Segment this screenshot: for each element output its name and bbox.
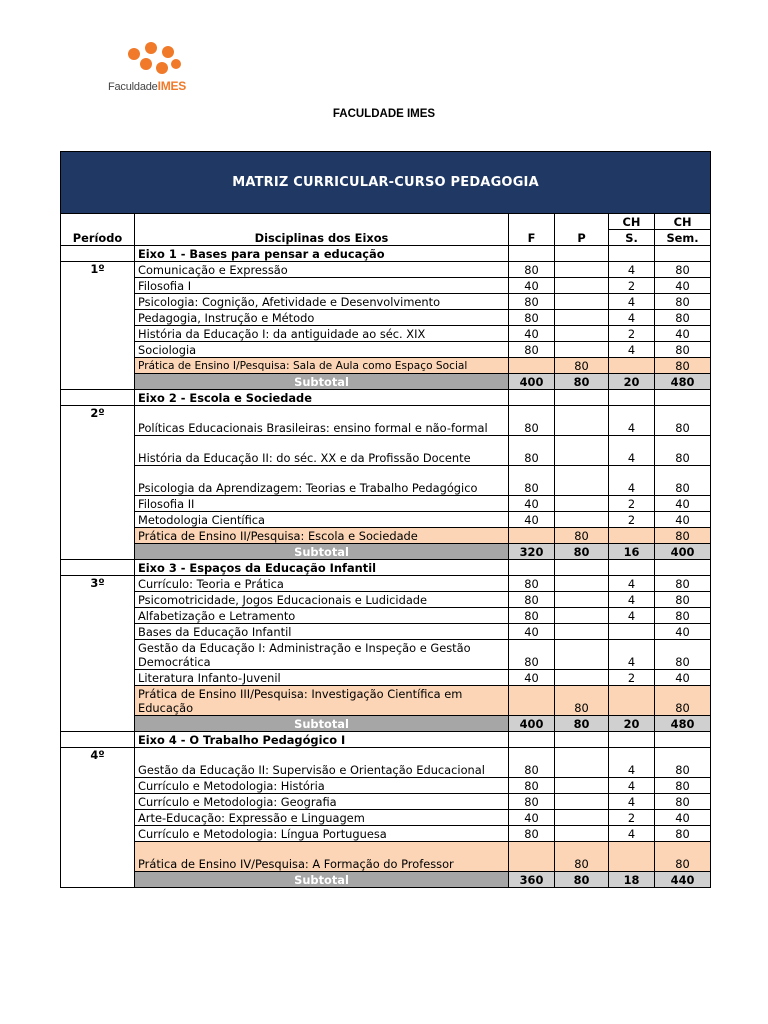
value-ch-sem: 40 <box>655 670 711 686</box>
table-row <box>61 326 711 342</box>
value-f: 40 <box>509 512 555 528</box>
value-f: 80 <box>509 436 555 466</box>
pratica-name: Prática de Ensino III/Pesquisa: Investigação Científica em Educação <box>135 686 509 716</box>
pratica-ch-s <box>609 358 655 374</box>
value-ch-s: 2 <box>609 512 655 528</box>
subtotal-f: 400 <box>509 374 555 390</box>
discipline-name: Arte-Educação: Expressão e Linguagem <box>135 810 509 826</box>
pratica-ch-s <box>609 842 655 872</box>
discipline-name: Gestão da Educação II: Supervisão e Orientação Educacional <box>135 748 509 778</box>
value-f: 80 <box>509 640 555 670</box>
value-ch-s: 4 <box>609 310 655 326</box>
discipline-name: História da Educação I: da antiguidade ao séc. XIX <box>135 326 509 342</box>
eixo-title: Eixo 1 - Bases para pensar a educação <box>135 246 509 262</box>
value-p <box>555 826 609 842</box>
value-ch-s: 4 <box>609 592 655 608</box>
table-row <box>61 810 711 826</box>
subtotal-p: 80 <box>555 716 609 732</box>
pratica-p: 80 <box>555 528 609 544</box>
value-ch-sem: 40 <box>655 278 711 294</box>
value-ch-s: 4 <box>609 436 655 466</box>
pratica-f <box>509 686 555 716</box>
value-p <box>555 294 609 310</box>
value-f: 80 <box>509 608 555 624</box>
table-row <box>61 748 711 778</box>
discipline-name: Pedagogia, Instrução e Método <box>135 310 509 326</box>
subtotal-row <box>61 716 711 732</box>
value-ch-sem: 40 <box>655 512 711 528</box>
subtotal-ch-sem: 480 <box>655 716 711 732</box>
subtotal-label: Subtotal <box>135 544 509 560</box>
value-ch-s: 4 <box>609 826 655 842</box>
value-ch-s: 2 <box>609 810 655 826</box>
eixo-empty-cell <box>655 246 711 262</box>
period-blank-cell <box>61 246 135 262</box>
header-disciplinas: Disciplinas dos Eixos <box>135 214 509 246</box>
pratica-row <box>61 528 711 544</box>
value-ch-sem: 80 <box>655 262 711 278</box>
value-p <box>555 576 609 592</box>
value-p <box>555 496 609 512</box>
value-ch-s: 2 <box>609 278 655 294</box>
header-ch-s-sub: S. <box>609 230 655 246</box>
value-p <box>555 748 609 778</box>
table-row <box>61 826 711 842</box>
value-ch-s: 4 <box>609 466 655 496</box>
value-ch-sem: 80 <box>655 466 711 496</box>
value-ch-sem: 80 <box>655 794 711 810</box>
subtotal-p: 80 <box>555 872 609 888</box>
value-ch-s: 4 <box>609 608 655 624</box>
eixo-row <box>61 560 711 576</box>
table-row <box>61 640 711 670</box>
table-header-row <box>61 214 711 230</box>
header-p: P <box>555 214 609 246</box>
document-title: FACULDADE IMES <box>332 108 436 120</box>
value-ch-s: 4 <box>609 262 655 278</box>
value-p <box>555 326 609 342</box>
value-p <box>555 810 609 826</box>
value-ch-s: 4 <box>609 778 655 794</box>
pratica-row <box>61 358 711 374</box>
subtotal-label: Subtotal <box>135 374 509 390</box>
value-f: 80 <box>509 592 555 608</box>
table-row <box>61 436 711 466</box>
pratica-ch-sem: 80 <box>655 358 711 374</box>
curriculum-matrix-table <box>60 151 711 888</box>
value-p <box>555 608 609 624</box>
eixo-empty-cell <box>555 732 609 748</box>
value-ch-s: 4 <box>609 794 655 810</box>
value-ch-sem: 80 <box>655 342 711 358</box>
pratica-p: 80 <box>555 358 609 374</box>
eixo-row <box>61 390 711 406</box>
discipline-name: Políticas Educacionais Brasileiras: ensino formal e não-formal <box>135 406 509 436</box>
value-f: 80 <box>509 748 555 778</box>
discipline-name: Comunicação e Expressão <box>135 262 509 278</box>
value-ch-sem: 40 <box>655 496 711 512</box>
pratica-p: 80 <box>555 842 609 872</box>
value-f: 80 <box>509 466 555 496</box>
table-row <box>61 576 711 592</box>
eixo-empty-cell <box>555 560 609 576</box>
table-row <box>61 592 711 608</box>
pratica-name: Prática de Ensino I/Pesquisa: Sala de Aula como Espaço Social <box>135 358 509 374</box>
table-row <box>61 778 711 794</box>
value-f: 40 <box>509 624 555 640</box>
table-banner: MATRIZ CURRICULAR-CURSO PEDAGOGIA <box>61 152 711 214</box>
pratica-ch-sem: 80 <box>655 528 711 544</box>
value-p <box>555 592 609 608</box>
table-row <box>61 262 711 278</box>
value-ch-s: 2 <box>609 670 655 686</box>
value-p <box>555 512 609 528</box>
eixo-empty-cell <box>509 246 555 262</box>
pratica-p: 80 <box>555 686 609 716</box>
value-p <box>555 436 609 466</box>
value-f: 80 <box>509 342 555 358</box>
discipline-name: Filosofia II <box>135 496 509 512</box>
eixo-title: Eixo 2 - Escola e Sociedade <box>135 390 509 406</box>
value-f: 80 <box>509 310 555 326</box>
value-ch-sem: 80 <box>655 406 711 436</box>
table-row <box>61 466 711 496</box>
subtotal-ch-sem: 480 <box>655 374 711 390</box>
header-f: F <box>509 214 555 246</box>
period-blank-cell <box>61 390 135 406</box>
header-ch-sem: CH <box>655 214 711 230</box>
period-blank-cell <box>61 732 135 748</box>
value-f: 80 <box>509 406 555 436</box>
subtotal-row <box>61 872 711 888</box>
period-blank-cell <box>61 560 135 576</box>
discipline-name: Currículo e Metodologia: História <box>135 778 509 794</box>
value-ch-sem: 80 <box>655 826 711 842</box>
value-f: 40 <box>509 670 555 686</box>
value-p <box>555 670 609 686</box>
subtotal-f: 360 <box>509 872 555 888</box>
value-p <box>555 466 609 496</box>
discipline-name: Currículo e Metodologia: Língua Portuguesa <box>135 826 509 842</box>
table-row <box>61 310 711 326</box>
subtotal-label: Subtotal <box>135 716 509 732</box>
value-f: 40 <box>509 326 555 342</box>
table-row <box>61 670 711 686</box>
table-row <box>61 294 711 310</box>
value-ch-sem: 80 <box>655 310 711 326</box>
eixo-empty-cell <box>609 560 655 576</box>
discipline-name: Bases da Educação Infantil <box>135 624 509 640</box>
eixo-title: Eixo 3 - Espaços da Educação Infantil <box>135 560 509 576</box>
table-row <box>61 406 711 436</box>
eixo-empty-cell <box>655 390 711 406</box>
value-f: 40 <box>509 496 555 512</box>
table-row <box>61 608 711 624</box>
subtotal-row <box>61 544 711 560</box>
value-ch-sem: 80 <box>655 576 711 592</box>
value-p <box>555 262 609 278</box>
value-ch-sem: 80 <box>655 608 711 624</box>
subtotal-label: Subtotal <box>135 872 509 888</box>
discipline-name: Gestão da Educação I: Administração e Inspeção e Gestão Democrática <box>135 640 509 670</box>
table-row <box>61 342 711 358</box>
subtotal-ch-s: 20 <box>609 716 655 732</box>
pratica-name: Prática de Ensino IV/Pesquisa: A Formação do Professor <box>135 842 509 872</box>
value-p <box>555 794 609 810</box>
table-row <box>61 794 711 810</box>
subtotal-f: 400 <box>509 716 555 732</box>
eixo-row <box>61 732 711 748</box>
discipline-name: Metodologia Científica <box>135 512 509 528</box>
value-f: 80 <box>509 778 555 794</box>
discipline-name: Psicomotricidade, Jogos Educacionais e Ludicidade <box>135 592 509 608</box>
value-ch-sem: 40 <box>655 326 711 342</box>
header-periodo: Período <box>61 214 135 246</box>
header-ch-sem-sub: Sem. <box>655 230 711 246</box>
discipline-name: Alfabetização e Letramento <box>135 608 509 624</box>
value-f: 40 <box>509 278 555 294</box>
value-p <box>555 640 609 670</box>
value-p <box>555 778 609 794</box>
value-p <box>555 310 609 326</box>
period-label: 4º <box>61 748 135 888</box>
table-row <box>61 624 711 640</box>
value-ch-sem: 80 <box>655 778 711 794</box>
faculdade-imes-logo <box>108 42 200 94</box>
value-ch-sem: 80 <box>655 640 711 670</box>
value-f: 80 <box>509 826 555 842</box>
value-p <box>555 278 609 294</box>
value-ch-s: 4 <box>609 640 655 670</box>
subtotal-ch-sem: 440 <box>655 872 711 888</box>
value-ch-sem: 40 <box>655 624 711 640</box>
eixo-empty-cell <box>655 732 711 748</box>
pratica-ch-sem: 80 <box>655 842 711 872</box>
subtotal-ch-s: 16 <box>609 544 655 560</box>
pratica-row <box>61 842 711 872</box>
discipline-name: História da Educação II: do séc. XX e da Profissão Docente <box>135 436 509 466</box>
value-ch-s: 2 <box>609 326 655 342</box>
subtotal-ch-s: 20 <box>609 374 655 390</box>
discipline-name: Currículo: Teoria e Prática <box>135 576 509 592</box>
period-label: 1º <box>61 262 135 390</box>
pratica-name: Prática de Ensino II/Pesquisa: Escola e Sociedade <box>135 528 509 544</box>
value-f: 80 <box>509 576 555 592</box>
pratica-f <box>509 528 555 544</box>
value-f: 80 <box>509 262 555 278</box>
pratica-ch-s <box>609 528 655 544</box>
eixo-empty-cell <box>555 390 609 406</box>
pratica-row <box>61 686 711 716</box>
logo-text: FaculdadeIMES <box>108 79 187 93</box>
eixo-empty-cell <box>655 560 711 576</box>
value-ch-s: 4 <box>609 576 655 592</box>
value-ch-s: 4 <box>609 406 655 436</box>
table-row <box>61 512 711 528</box>
eixo-empty-cell <box>609 732 655 748</box>
pratica-ch-sem: 80 <box>655 686 711 716</box>
pratica-ch-s <box>609 686 655 716</box>
table-row <box>61 278 711 294</box>
value-ch-s: 2 <box>609 496 655 512</box>
pratica-f <box>509 358 555 374</box>
value-f: 40 <box>509 810 555 826</box>
eixo-row <box>61 246 711 262</box>
eixo-empty-cell <box>555 246 609 262</box>
eixo-empty-cell <box>509 390 555 406</box>
value-ch-sem: 80 <box>655 592 711 608</box>
value-ch-sem: 40 <box>655 810 711 826</box>
value-ch-sem: 80 <box>655 436 711 466</box>
value-p <box>555 342 609 358</box>
table-row <box>61 496 711 512</box>
header-ch-s: CH <box>609 214 655 230</box>
subtotal-row <box>61 374 711 390</box>
eixo-title: Eixo 4 - O Trabalho Pedagógico I <box>135 732 509 748</box>
period-label: 3º <box>61 576 135 732</box>
value-ch-s: 4 <box>609 342 655 358</box>
discipline-name: Literatura Infanto-Juvenil <box>135 670 509 686</box>
subtotal-p: 80 <box>555 374 609 390</box>
subtotal-ch-sem: 400 <box>655 544 711 560</box>
subtotal-ch-s: 18 <box>609 872 655 888</box>
subtotal-p: 80 <box>555 544 609 560</box>
value-ch-s <box>609 624 655 640</box>
pratica-f <box>509 842 555 872</box>
value-p <box>555 624 609 640</box>
discipline-name: Filosofia I <box>135 278 509 294</box>
value-ch-s: 4 <box>609 294 655 310</box>
logo-dots-icon <box>124 42 184 78</box>
eixo-empty-cell <box>609 246 655 262</box>
eixo-empty-cell <box>509 560 555 576</box>
period-label: 2º <box>61 406 135 560</box>
subtotal-f: 320 <box>509 544 555 560</box>
value-p <box>555 406 609 436</box>
value-f: 80 <box>509 294 555 310</box>
discipline-name: Currículo e Metodologia: Geografia <box>135 794 509 810</box>
value-f: 80 <box>509 794 555 810</box>
eixo-empty-cell <box>609 390 655 406</box>
discipline-name: Sociologia <box>135 342 509 358</box>
discipline-name: Psicologia da Aprendizagem: Teorias e Trabalho Pedagógico <box>135 466 509 496</box>
value-ch-s: 4 <box>609 748 655 778</box>
value-ch-sem: 80 <box>655 748 711 778</box>
discipline-name: Psicologia: Cognição, Afetividade e Desenvolvimento <box>135 294 509 310</box>
value-ch-sem: 80 <box>655 294 711 310</box>
eixo-empty-cell <box>509 732 555 748</box>
